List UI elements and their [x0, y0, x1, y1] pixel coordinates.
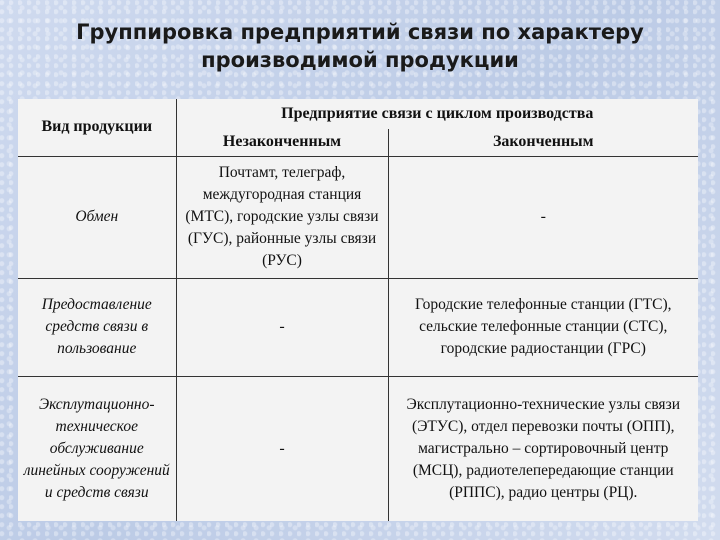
slide-title-line-1: Группировка предприятий связи по характеру [76, 20, 644, 44]
header-product-type: Вид продукции [18, 99, 176, 156]
row-1-type: Обмен [18, 156, 176, 278]
row-3-unfinished: - [176, 376, 388, 521]
slide-title-line-2: производимой продукции [201, 48, 519, 72]
row-1-finished: - [388, 156, 698, 278]
row-3-finished: Эксплутационно-технические узлы связи (ЭТУС), отдел перевозки почты (ОПП), магистрально – сортировочный центр (МСЦ), радиотелепередающие станции (РППС), радио центры (РЦ). [406, 395, 680, 501]
slide-title [0, 18, 720, 74]
header-enterprise-group: Предприятие связи с циклом производства [281, 105, 594, 122]
row-2-type: Предоставление средств связи в пользование [18, 278, 176, 376]
header-finished: Законченным [388, 129, 698, 156]
row-2-unfinished: - [176, 278, 388, 376]
row-2-finished: Городские телефонные станции (ГТС), сельские телефонные станции (СТС), городские радиостанции (ГРС) [388, 278, 698, 376]
enterprise-grouping-table [18, 99, 698, 521]
header-unfinished: Незаконченным [176, 129, 388, 156]
row-1-unfinished: Почтамт, телеграф, междугородная станция (МТС), городские узлы связи (ГУС), районные узлы связи (РУС) [176, 156, 388, 278]
row-3-type: Эксплутационно-техническое обслуживание линейных сооружений и средств связи [18, 376, 176, 521]
